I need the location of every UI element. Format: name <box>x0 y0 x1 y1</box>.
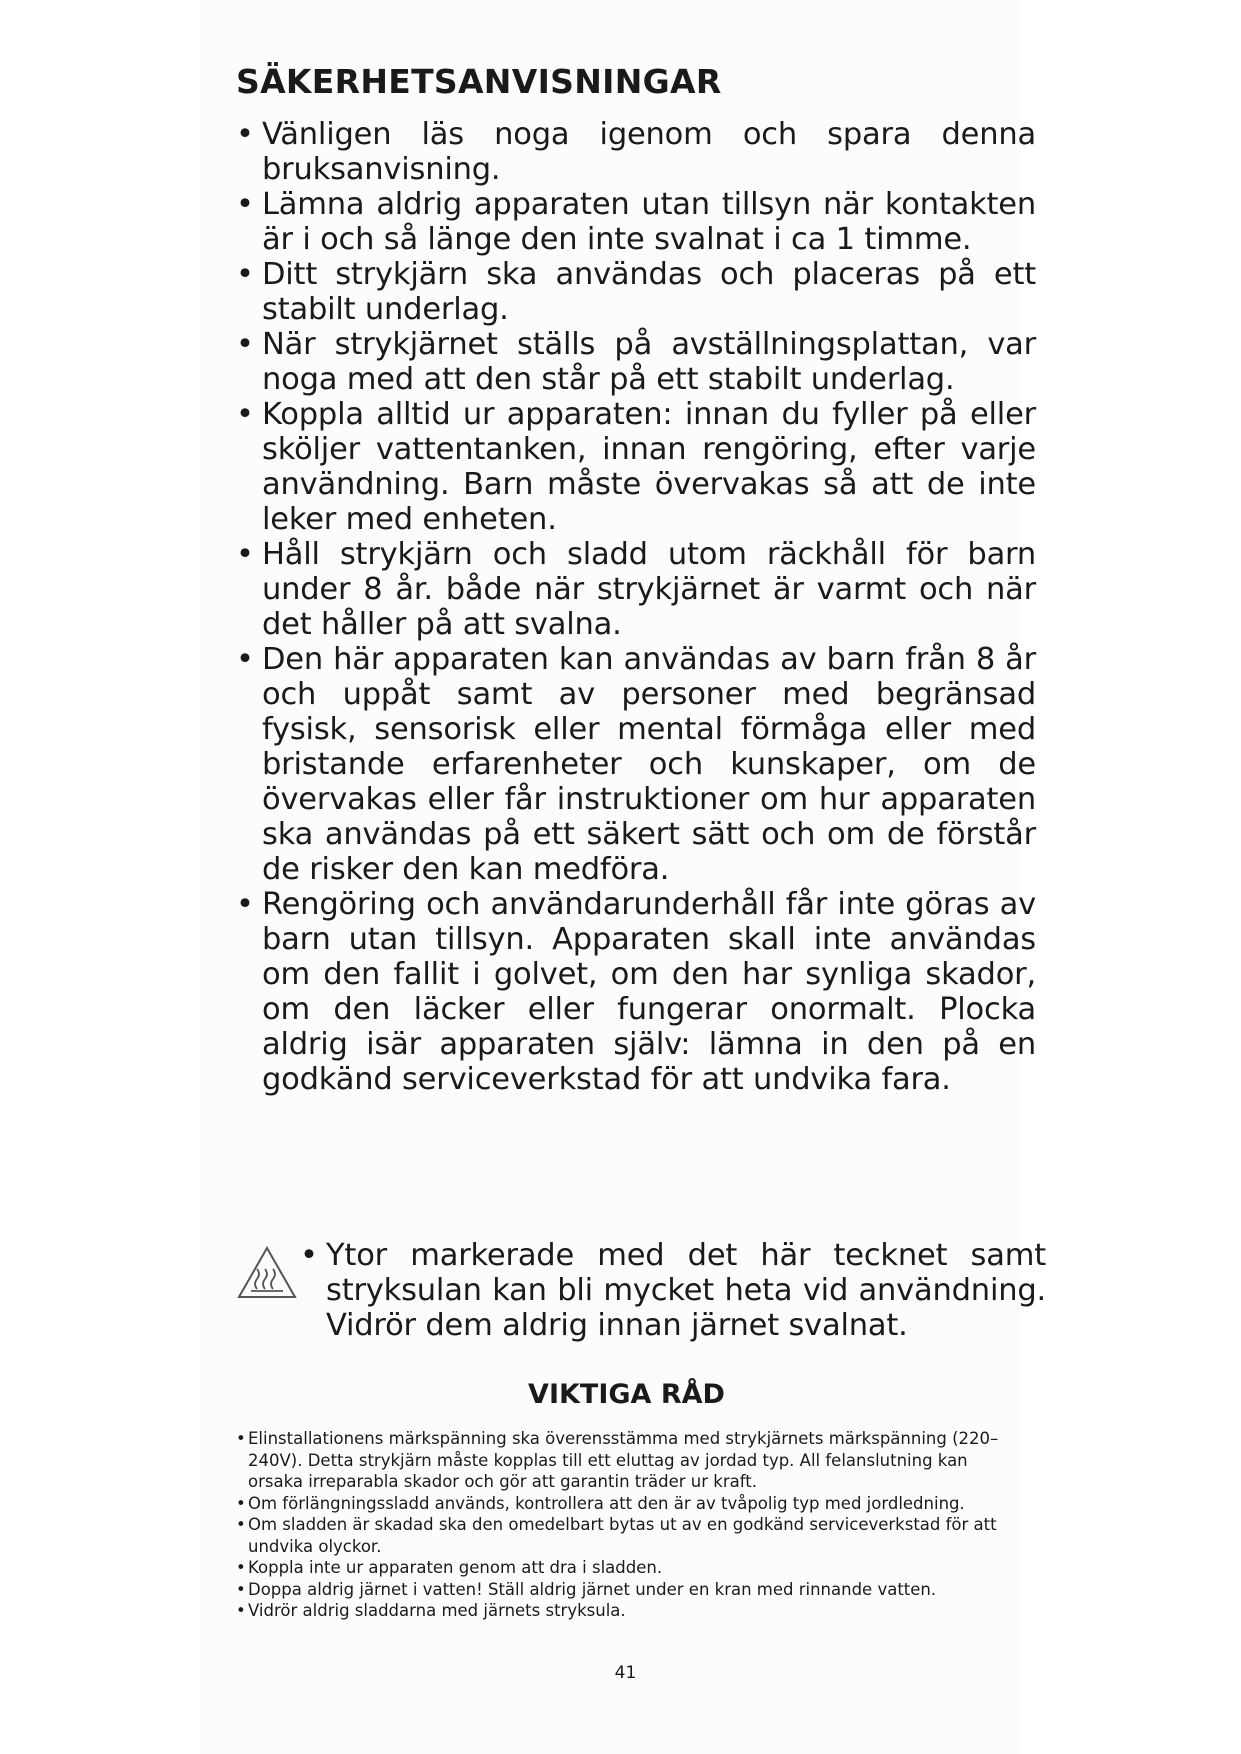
page-title: SÄKERHETSANVISNINGAR <box>236 62 722 101</box>
list-item-text: Håll strykjärn och sladd utom räckhåll för barn under 8 år. både när strykjärnet är varmt och när det håller på att svalna. <box>262 537 1036 642</box>
list-item-text: Lämna aldrig apparaten utan tillsyn när kontakten är i och så länge den inte svalnat i ca 1 timme. <box>262 187 1036 257</box>
section-subtitle: VIKTIGA RÅD <box>528 1379 725 1410</box>
bullet: • <box>236 1579 246 1599</box>
bullet: • <box>236 257 254 292</box>
hot-surface-warning-icon <box>236 1245 298 1301</box>
list-item-text: När strykjärnet ställs på avställningsplattan, var noga med att den står på ett stabilt underlag. <box>262 327 1036 397</box>
bullet: • <box>300 1238 318 1273</box>
list-item <box>236 537 1036 642</box>
bullet: • <box>236 1493 246 1513</box>
list-item-text: Ditt strykjärn ska användas och placeras på ett stabilt underlag. <box>262 257 1036 327</box>
list-item-text: Vidrör aldrig sladdarna med järnets stryksula. <box>248 1601 626 1620</box>
list-item <box>236 257 1036 327</box>
list-item <box>236 642 1036 887</box>
list-item <box>236 327 1036 397</box>
bullet: • <box>236 537 254 572</box>
page-number: 41 <box>614 1663 637 1683</box>
hot-surface-warning <box>300 1238 1046 1343</box>
list-item <box>236 1514 1026 1557</box>
list-item-text: Elinstallationens märkspänning ska överensstämma med strykjärnets märkspänning (220–240V). Detta strykjärn måste kopplas till ett eluttag av jordad typ. All felanslutning kan orsaka irreparabla skador och gör att garantin träder ur kraft. <box>248 1429 999 1491</box>
list-item-text: Koppla inte ur apparaten genom att dra i sladden. <box>248 1558 663 1577</box>
list-item <box>236 1493 1026 1515</box>
list-item <box>236 1579 1026 1601</box>
list-item-text: Koppla alltid ur apparaten: innan du fyller på eller sköljer vattentanken, innan rengöring, efter varje användning. Barn måste övervakas så att de inte leker med enheten. <box>262 397 1036 537</box>
bullet: • <box>236 1515 246 1534</box>
advice-list <box>236 1428 1026 1622</box>
bullet: • <box>236 1601 246 1620</box>
bullet: • <box>236 887 254 922</box>
bullet: • <box>236 187 254 222</box>
bullet: • <box>236 1429 246 1448</box>
bullet: • <box>236 642 254 677</box>
hot-surface-warning-text: Ytor markerade med det här tecknet samt stryksulan kan bli mycket heta vid användning. Vidrör dem aldrig innan järnet svalnat. <box>326 1238 1046 1343</box>
list-item-text: Vänligen läs noga igenom och spara denna bruksanvisning. <box>262 117 1036 187</box>
bullet: • <box>236 1558 246 1577</box>
bullet: • <box>236 397 254 432</box>
list-item <box>236 1557 1026 1579</box>
list-item-text: Om förlängningssladd används, kontrollera att den är av tvåpolig typ med jordledning. <box>248 1493 965 1513</box>
list-item <box>236 117 1036 187</box>
bullet: • <box>236 327 254 362</box>
list-item-text: Den här apparaten kan användas av barn från 8 år och uppåt samt av personer med begränsad fysisk, sensorisk eller mental förmåga eller med bristande erfarenheter och kunskaper, om de övervakas eller får instruktioner om hur apparaten ska användas på ett säkert sätt och om de förstår de risker den kan medföra. <box>262 642 1036 887</box>
list-item <box>236 1600 1026 1622</box>
safety-list <box>236 117 1036 1097</box>
list-item-text: Doppa aldrig järnet i vatten! Ställ aldrig järnet under en kran med rinnande vatten. <box>248 1579 937 1599</box>
list-item <box>236 187 1036 257</box>
bullet: • <box>236 117 254 152</box>
list-item <box>236 1428 1026 1493</box>
list-item <box>236 397 1036 537</box>
list-item-text: Rengöring och användarunderhåll får inte göras av barn utan tillsyn. Apparaten skall inte användas om den fallit i golvet, om den har synliga skador, om den läcker eller fungerar onormalt. Plocka aldrig isär apparaten själv: lämna in den på en godkänd serviceverkstad för att undvika fara. <box>262 887 1036 1097</box>
list-item <box>236 887 1036 1097</box>
list-item-text: Om sladden är skadad ska den omedelbart bytas ut av en godkänd serviceverkstad för att undvika olyckor. <box>248 1515 997 1556</box>
